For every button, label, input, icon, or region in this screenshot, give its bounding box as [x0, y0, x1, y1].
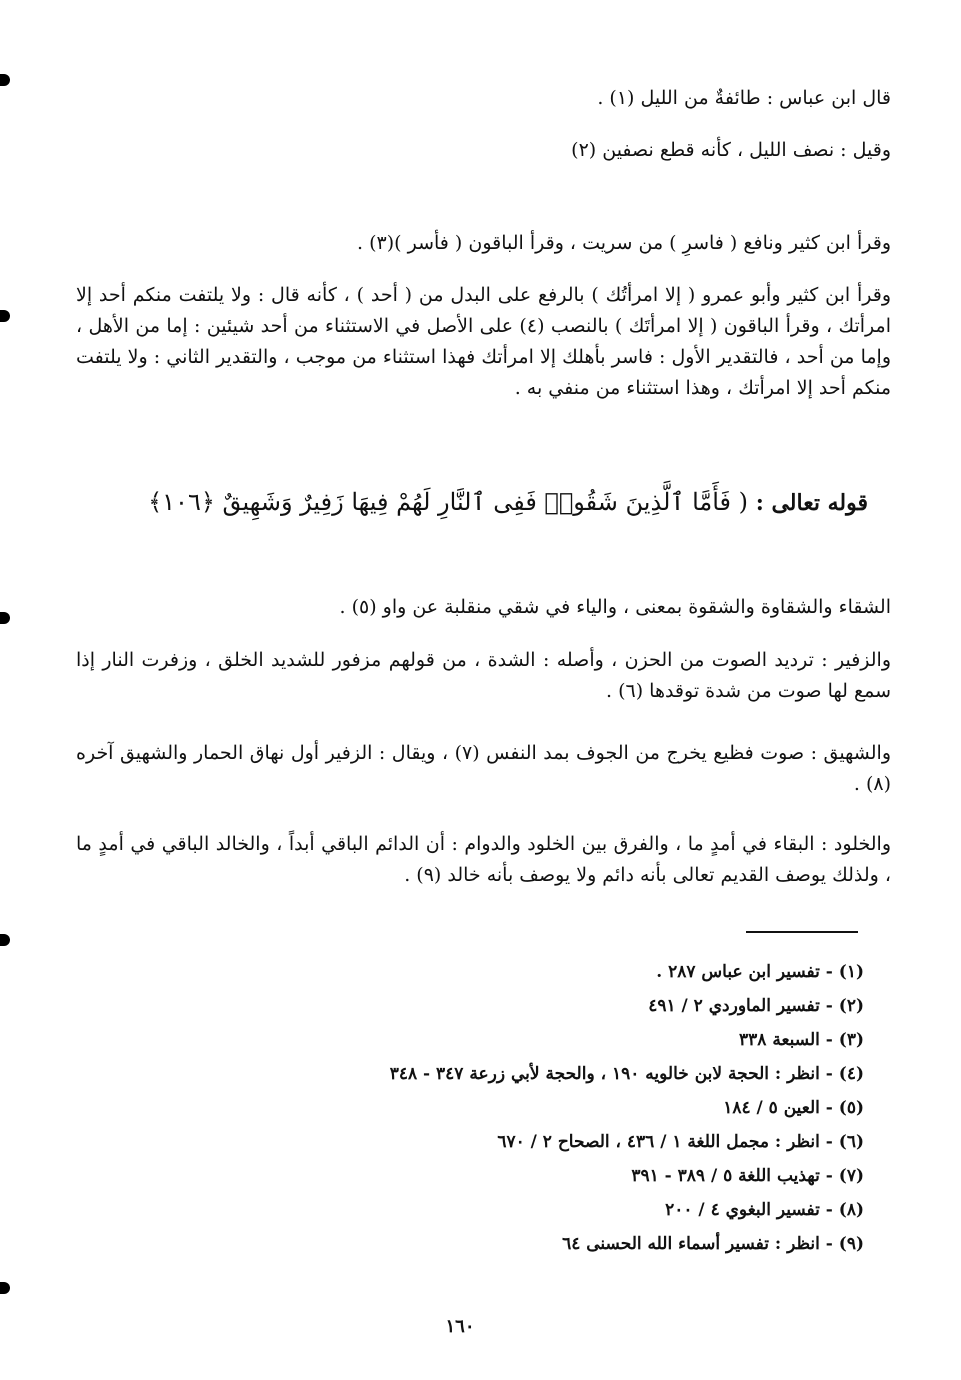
footnote-item: (٣) - السبعة ٣٣٨ [739, 1030, 864, 1050]
verse-heading [148, 488, 868, 516]
binding-hole-mark [0, 612, 10, 624]
footnote-item: (٢) - تفسير الماوردي ٢ / ٤٩١ [648, 996, 864, 1016]
footnote-item: (٥) - العين ٥ / ١٨٤ [723, 1098, 864, 1118]
paragraph-text: والشهيق : صوت فظيع يخرج من الجوف بمد النفس (٧) ، ويقال : الزفير أول نهاق الحمار والشهيق آخره (٨) . [76, 742, 891, 795]
paragraph-reading-imraatak [76, 280, 891, 404]
binding-hole-mark [0, 1282, 10, 1294]
footnote-item: (٤) - انظر : الحجة لابن خالويه ١٩٠ ، والحجة لأبي زرعة ٣٤٧ - ٣٤٨ [389, 1064, 864, 1084]
binding-hole-mark [0, 310, 10, 322]
footnote-item: (٩) - انظر : تفسير أسماء الله الحسنى ٦٤ [562, 1234, 864, 1254]
paragraph-zafir [76, 645, 891, 707]
binding-hole-mark [0, 74, 10, 86]
paragraph-shaqa [76, 592, 891, 623]
paragraph-ibn-abbas [76, 83, 891, 114]
paragraph-text: قال ابن عباس : طائفةٌ من الليل (١) . [597, 87, 891, 109]
footnote-item: (٨) - تفسير البغوي ٤ / ٢٠٠ [665, 1200, 864, 1220]
paragraph-text: وقرأ ابن كثير وأبو عمرو ( إلا امرأتُك ) بالرفع على البدل من ( أحد ) ، كأنه قال : ولا يلتفت منكم أحد إلا امرأتك ، وقرأ الباقون ( إلا امرأتَك ) بالنصب (٤) على الأصل في الاستثناء من أحد شيئين : إما من الأهل ، وإما من أحد ، فالتقدير الأول : فاسر بأهلك إلا امرأتك فهذا استثناء من موجب ، والتقدير الثاني : ولا يلتفت منكم أحد إلا امرأتك ، وهذا استثناء من منفي به . [76, 284, 891, 399]
paragraph-text: وقيل : نصف الليل ، كأنه قطع نصفين (٢) [571, 139, 891, 161]
paragraph-text: الشقاء والشقاوة والشقوة بمعنى ، والياء في شقي منقلبة عن واو (٥) . [339, 596, 891, 618]
paragraph-text: وقرأ ابن كثير ونافع ( فاسرِ ) من سريت ، وقرأ الباقون ( فأسر )(٣) . [357, 232, 891, 254]
paragraph-shahiq [76, 738, 891, 800]
paragraph-khulud [76, 829, 891, 891]
footnote-item: (٦) - انظر : مجمل اللغة ١ / ٤٣٦ ، الصحاح ٢ / ٦٧٠ [497, 1132, 864, 1152]
page-number: ١٦٠ [445, 1316, 475, 1337]
paragraph-reading-fasr [76, 228, 891, 259]
footnotes-list [300, 955, 864, 1261]
paragraph-half-night [76, 135, 891, 166]
binding-hole-mark [0, 934, 10, 946]
footnote-item: (١) - تفسير ابن عباس ٢٨٧ . [656, 962, 864, 982]
paragraph-text: والخلود : البقاء في أمدٍ ما ، والفرق بين الخلود والدوام : أن الدائم الباقي أبداً ، والخالد الباقي في أمدٍ ما ، ولذلك يوصف القديم تعالى بأنه دائم ولا يوصف بأنه خالد (٩) . [76, 833, 892, 886]
verse-heading-prefix: قوله تعالى : [755, 490, 868, 516]
footnote-item: (٧) - تهذيب اللغة ٥ / ٣٨٩ - ٣٩١ [631, 1166, 864, 1186]
paragraph-text: والزفير : ترديد الصوت من الحزن ، وأصله : الشدة ، من قولهم مزفور للشديد الخلق ، وزفرت النار إذا سمع لها صوت من شدة توقدها (٦) . [76, 649, 891, 702]
quran-verse: ( فَأَمَّا ٱلَّذِينَ شَقُوا۟ فَفِى ٱلنَّارِ لَهُمْ فِيهَا زَفِيرٌ وَشَهِيقٌ ﴿١٠٦﴾ [148, 488, 749, 516]
footnote-divider [746, 931, 858, 933]
